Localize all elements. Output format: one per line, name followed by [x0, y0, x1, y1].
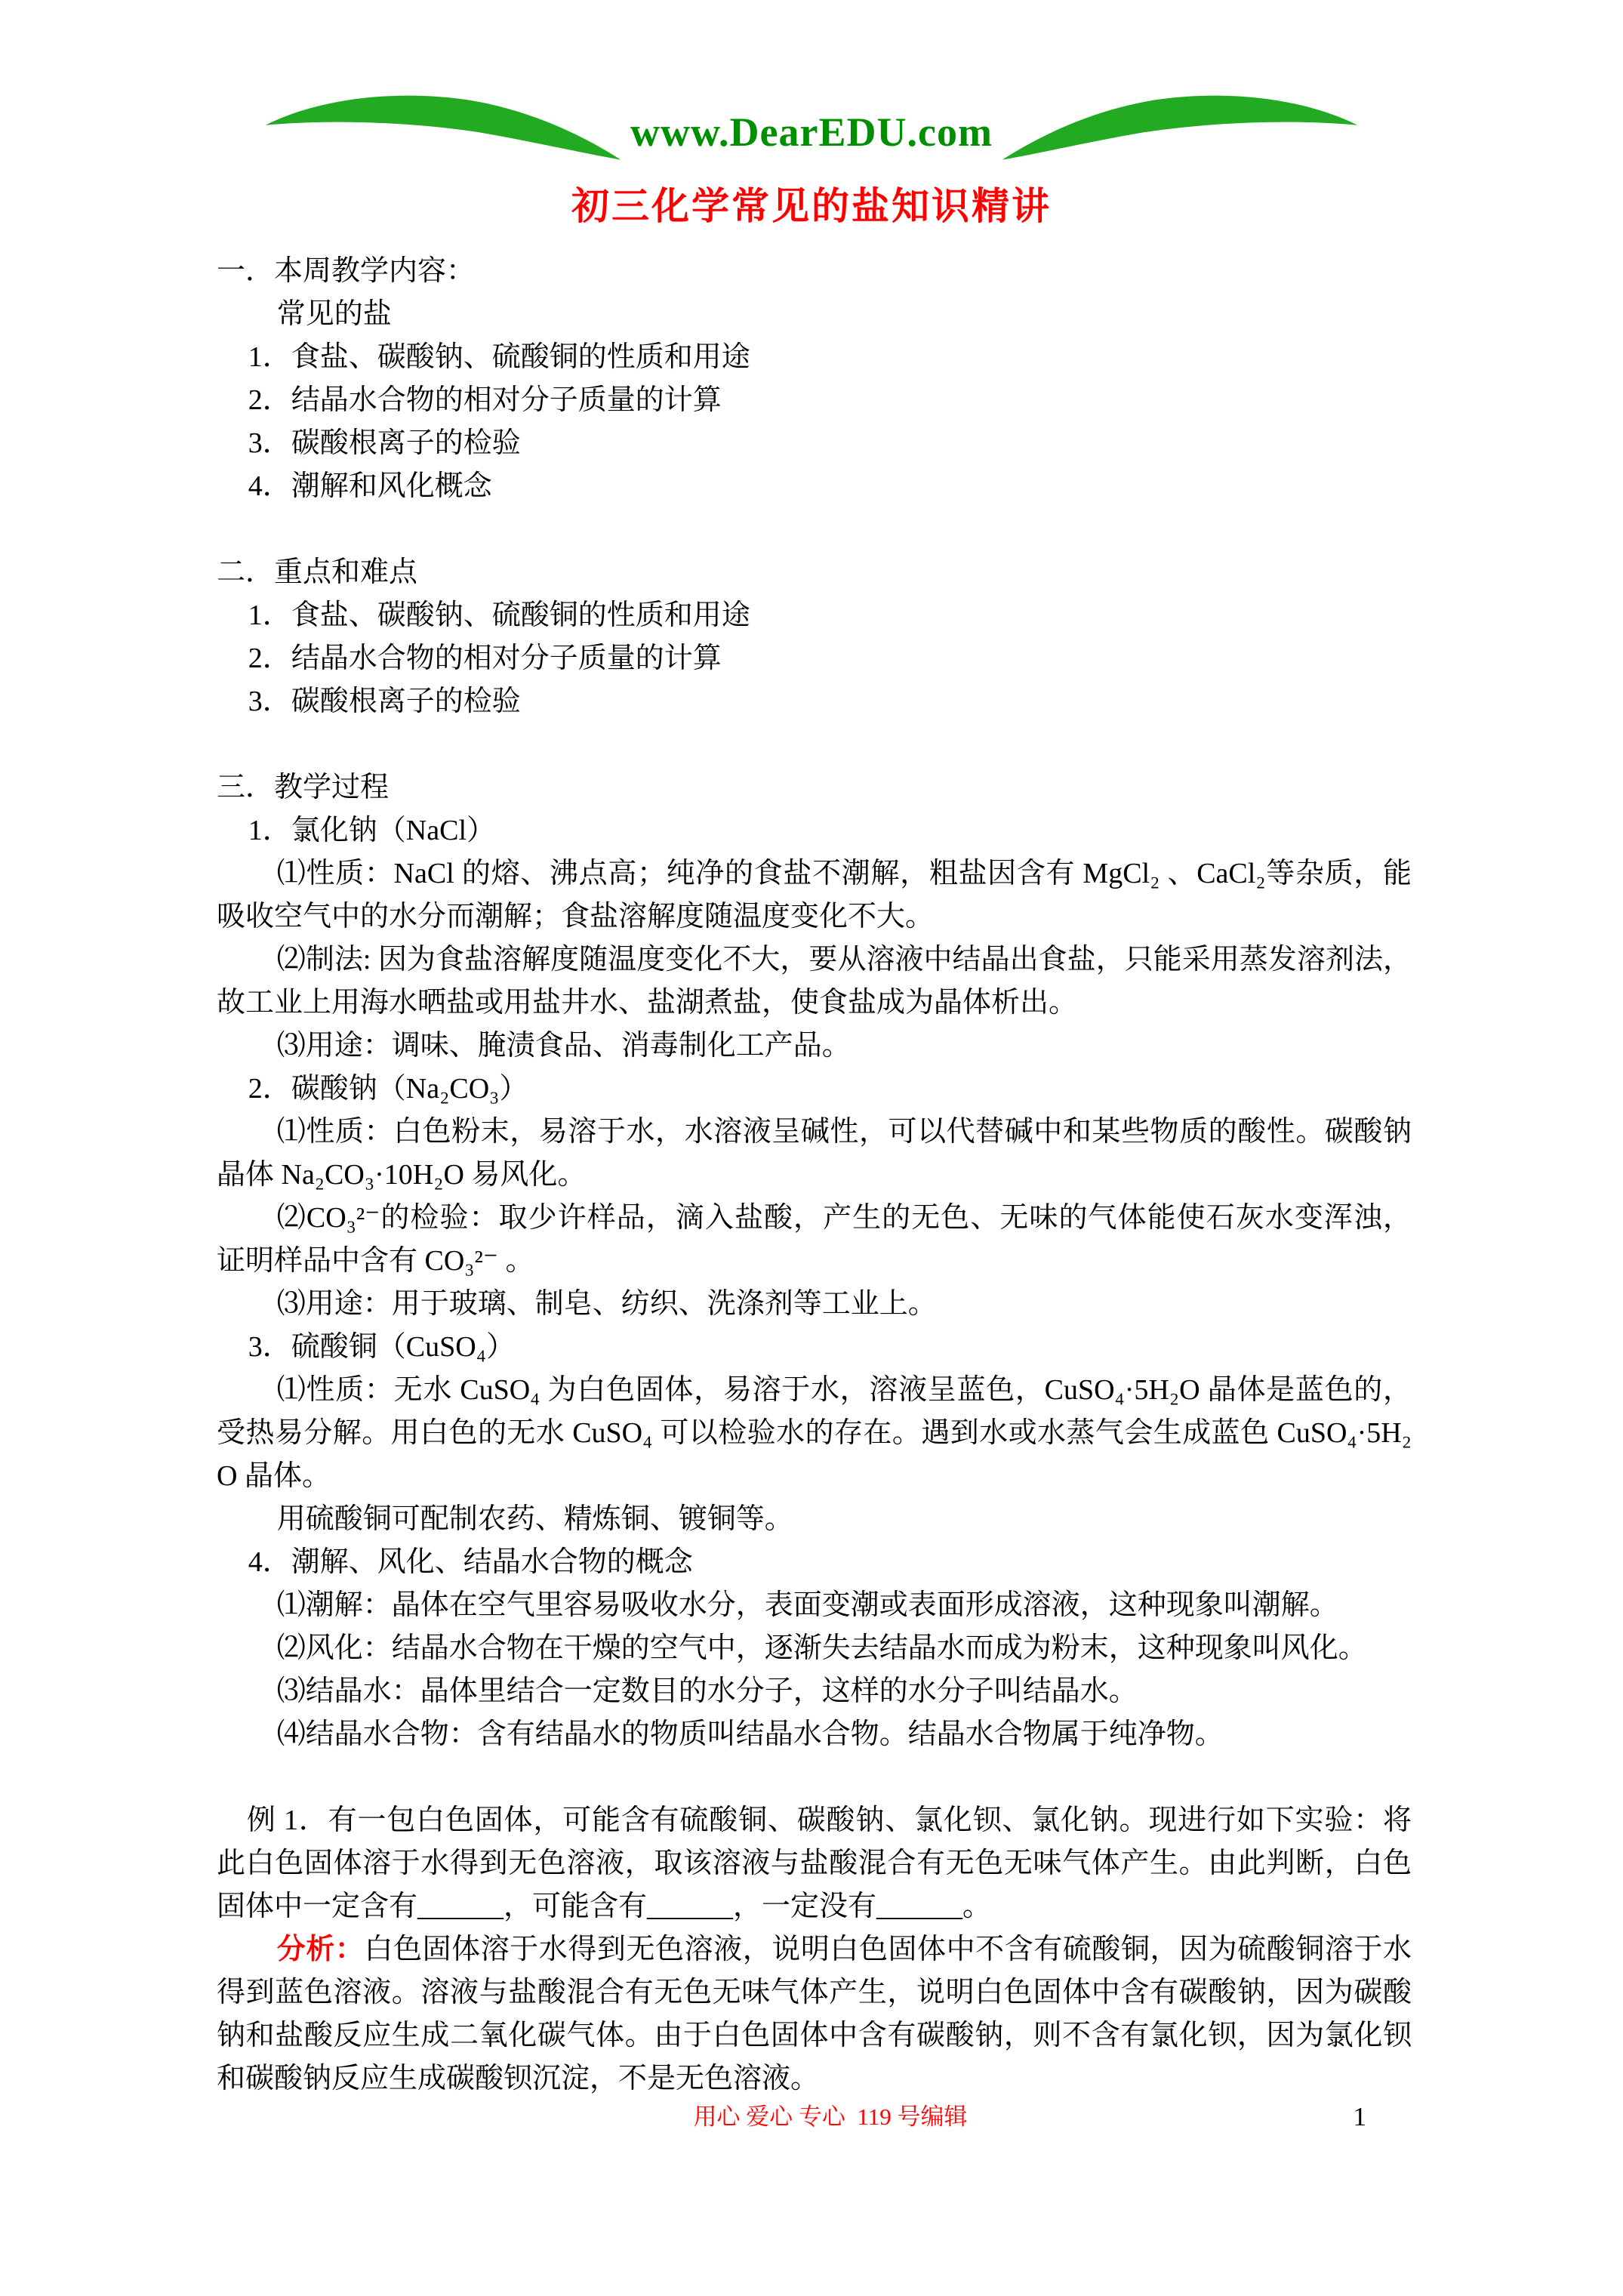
- paragraph: [217, 250, 1412, 293]
- paragraph-run: ⑵制法: 因为食盐溶解度随温度变化不大，要从溶液中结晶出食盐，只能采用蒸发溶剂法，故工业上用海水晒盐或用盐井水、盐湖煮盐，使食盐成为晶体析出。: [217, 944, 1412, 1019]
- paragraph: [217, 1584, 1412, 1627]
- logo-text: www.DearEDU.com: [630, 109, 993, 155]
- paragraph: [217, 551, 1412, 594]
- paragraph-run: 例 1．有一包白色固体，可能含有硫酸铜、碳酸钠、氯化钡、氯化钠。现进行如下实验：将此白色固体溶于水得到无色溶液，取该溶液与盐酸混合有无色无味气体产生。由此判断，白色固体中一定含有______，可能含有______，一定没有______。: [217, 1804, 1412, 1922]
- paragraph-run: 3．碳酸根离子的检验: [248, 686, 521, 717]
- paragraph: [217, 336, 1412, 379]
- logo-swoosh-right-icon: [999, 88, 1361, 171]
- blank-line: [217, 1756, 1412, 1799]
- page-number: 1: [1353, 2102, 1366, 2131]
- paragraph-run: 白色固体溶于水得到无色溶液，说明白色固体中不含有硫酸铜，因为硫酸铜溶于水得到蓝色溶液。溶液与盐酸混合有无色无味气体产生，说明白色固体中含有碳酸钠，因为碳酸钠和盐酸反应生成二氧化碳气体。由于白色固体中含有碳酸钠，则不含有氯化钡，因为氯化钡和碳酸钠反应生成碳酸钡沉淀，不是无色溶液。: [217, 1934, 1412, 2094]
- document-footer: [0, 2102, 1623, 2147]
- paragraph-run: ⑴性质：无水 CuSO₄ 为白色固体，易溶于水，溶液呈蓝色，CuSO₄·5H₂O 晶体是蓝色的，受热易分解。用白色的无水 CuSO₄ 可以检验水的存在。遇到水或水蒸气会生成蓝色 CuSO₄·5H₂O 晶体。: [217, 1374, 1412, 1492]
- paragraph: [217, 852, 1412, 938]
- paragraph: [217, 1025, 1412, 1068]
- document-title: 初三化学常见的盐知识精讲: [571, 185, 1052, 227]
- paragraph-highlight-run: 分析：: [276, 1934, 365, 1965]
- paragraph: [217, 1541, 1412, 1584]
- paragraph-run: ⑴潮解：晶体在空气里容易吸收水分，表面变潮或表面形成溶液，这种现象叫潮解。: [276, 1589, 1338, 1621]
- blank-line: [217, 723, 1412, 766]
- paragraph-run: 2．碳酸钠（Na₂CO₃）: [248, 1073, 528, 1105]
- paragraph: [217, 809, 1412, 852]
- paragraph-run: ⑷结晶水合物：含有结晶水的物质叫结晶水合物。结晶水合物属于纯净物。: [276, 1718, 1224, 1750]
- paragraph: [217, 1326, 1412, 1369]
- paragraph-run: 1．食盐、碳酸钠、硫酸铜的性质和用途: [248, 599, 750, 631]
- paragraph-run: 二．重点和难点: [217, 556, 418, 588]
- document-body: [217, 250, 1412, 2100]
- paragraph-run: 2．结晶水合物的相对分子质量的计算: [248, 384, 722, 416]
- paragraph: [217, 1627, 1412, 1670]
- paragraph: [217, 1068, 1412, 1111]
- paragraph: [217, 1369, 1412, 1498]
- paragraph-run: 3．碳酸根离子的检验: [248, 427, 521, 459]
- paragraph-run: 1．氯化钠（NaCl）: [248, 815, 496, 846]
- paragraph: [217, 637, 1412, 680]
- logo-swoosh-right-shape: [1002, 96, 1358, 160]
- paragraph: [217, 594, 1412, 637]
- paragraph: [217, 1197, 1412, 1283]
- paragraph: [217, 379, 1412, 422]
- paragraph: [217, 1799, 1412, 1928]
- site-logo: [0, 88, 1623, 171]
- paragraph-run: 1．食盐、碳酸钠、硫酸铜的性质和用途: [248, 341, 750, 373]
- paragraph-run: 2．结晶水合物的相对分子质量的计算: [248, 643, 722, 674]
- footer-motto: 用心 爱心 专心 119 号编辑: [693, 2103, 968, 2130]
- paragraph-run: 用硫酸铜可配制农药、精炼铜、镀铜等。: [276, 1503, 793, 1535]
- paragraph-run: 3．硫酸铜（CuSO₄）: [248, 1331, 515, 1363]
- paragraph-run: 4．潮解和风化概念: [248, 470, 492, 502]
- paragraph-run: 4．潮解、风化、结晶水合物的概念: [248, 1546, 693, 1578]
- paragraph: [217, 1283, 1412, 1326]
- paragraph-run: ⑴性质：白色粉末，易溶于水，水溶液呈碱性，可以代替碱中和某些物质的酸性。碳酸钠晶体 Na₂CO₃·10H₂O 易风化。: [217, 1116, 1412, 1191]
- paragraph-run: 一．本周教学内容：: [217, 255, 476, 287]
- paragraph: [217, 465, 1412, 508]
- paragraph: [217, 1670, 1412, 1713]
- paragraph: [217, 1498, 1412, 1541]
- paragraph: [217, 1713, 1412, 1756]
- logo-swoosh-left-icon: [262, 88, 624, 171]
- paragraph-run: ⑴性质：NaCl 的熔、沸点高；纯净的食盐不潮解，粗盐因含有 MgCl₂ 、CaCl₂等杂质，能吸收空气中的水分而潮解；食盐溶解度随温度变化不大。: [217, 858, 1412, 932]
- paragraph: [217, 680, 1412, 723]
- paragraph: [217, 1111, 1412, 1197]
- paragraph-run: ⑵CO₃²⁻的检验：取少许样品，滴入盐酸，产生的无色、无味的气体能使石灰水变浑浊，证明样品中含有 CO₃²⁻ 。: [217, 1202, 1412, 1277]
- paragraph-run: ⑶用途：调味、腌渍食品、消毒制化工产品。: [276, 1030, 851, 1062]
- paragraph-run: ⑶结晶水：晶体里结合一定数目的水分子，这样的水分子叫结晶水。: [276, 1675, 1138, 1707]
- paragraph-run: ⑵风化：结晶水合物在干燥的空气中，逐渐失去结晶水而成为粉末，这种现象叫风化。: [276, 1632, 1367, 1664]
- paragraph: [217, 938, 1412, 1025]
- paragraph-run: 常见的盐: [276, 298, 392, 330]
- paragraph: [217, 766, 1412, 809]
- logo-swoosh-left-shape: [266, 96, 621, 160]
- paragraph-run: ⑶用途：用于玻璃、制皂、纺织、洗涤剂等工业上。: [276, 1288, 937, 1320]
- blank-line: [217, 508, 1412, 551]
- paragraph-run: 三．教学过程: [217, 772, 390, 803]
- paragraph: [217, 422, 1412, 465]
- paragraph: [217, 1928, 1412, 2100]
- paragraph: [217, 293, 1412, 336]
